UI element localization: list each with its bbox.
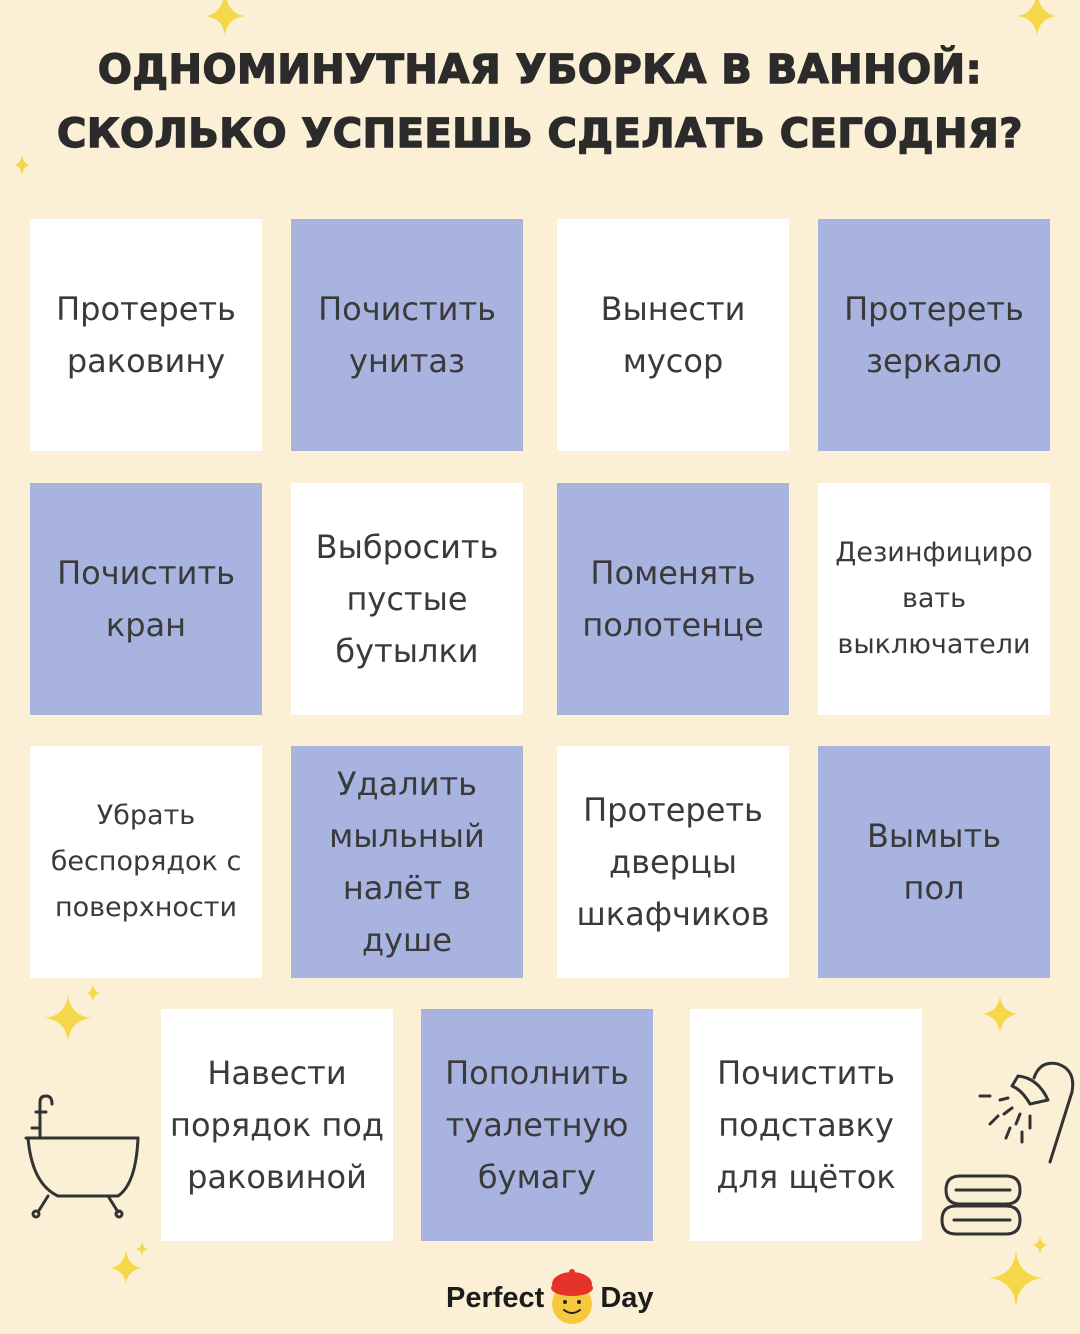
task-card-remove-soap-scum — [291, 746, 523, 978]
brand-text-left: Perfect — [446, 1281, 545, 1314]
sparkle-icon — [200, 0, 250, 36]
bathtub-icon — [18, 1092, 148, 1222]
sparkle-icon — [104, 1240, 152, 1288]
task-card-wipe-cabinet-doors — [557, 746, 789, 978]
title-line-2: СКОЛЬКО УСПЕЕШЬ СДЕЛАТЬ СЕГОДНЯ? — [57, 111, 1023, 157]
task-card-throw-bottles — [291, 483, 523, 715]
task-card-wipe-sink — [30, 219, 262, 451]
task-card-wipe-mirror — [818, 219, 1050, 451]
task-label: Почистить кран — [57, 554, 235, 644]
sparkle-icon — [1012, 0, 1062, 36]
task-label: Вымыть пол — [866, 817, 1002, 907]
task-label: Пополнить туалетную бумагу — [445, 1054, 629, 1196]
task-label: Почистить подставку для щёток — [716, 1054, 896, 1196]
task-label: Вынести мусор — [600, 290, 746, 380]
task-card-declutter-surfaces — [30, 746, 262, 978]
task-card-wash-floor — [818, 746, 1050, 978]
brand-logo — [446, 1262, 654, 1334]
task-label: Протереть раковину — [56, 290, 236, 380]
task-card-organize-under-sink — [161, 1009, 393, 1241]
towels-icon — [936, 1168, 1026, 1248]
brand-text-right: Day — [600, 1281, 654, 1314]
task-card-restock-toilet-paper — [421, 1009, 653, 1241]
task-label: Протереть зеркало — [844, 290, 1024, 380]
sparkle-icon — [972, 990, 1032, 1040]
task-card-clean-toilet — [291, 219, 523, 451]
task-card-change-towel — [557, 483, 789, 715]
task-label: Выбросить пустые бутылки — [315, 528, 499, 670]
task-label: Дезинфициро вать выключатели — [835, 537, 1033, 660]
shower-head-icon — [960, 1052, 1080, 1172]
sparkle-icon — [10, 150, 34, 180]
task-label: Навести порядок под раковиной — [170, 1054, 384, 1196]
task-card-clean-faucet — [30, 483, 262, 715]
task-label: Удалить мыльный налёт в душе — [329, 765, 485, 959]
page-title — [0, 38, 1080, 166]
title-line-1: ОДНОМИНУТНАЯ УБОРКА В ВАННОЙ: — [97, 47, 983, 93]
task-label: Почистить унитаз — [318, 290, 496, 380]
task-card-disinfect-switches — [818, 483, 1050, 715]
task-label: Поменять полотенце — [582, 554, 764, 644]
task-card-take-out-trash — [557, 219, 789, 451]
smiley-beret-icon — [546, 1268, 598, 1328]
sparkle-icon — [38, 980, 108, 1050]
task-card-clean-toothbrush-holder — [690, 1009, 922, 1241]
task-label: Протереть дверцы шкафчиков — [576, 791, 770, 933]
task-label: Убрать беспорядок с поверхности — [50, 800, 242, 923]
